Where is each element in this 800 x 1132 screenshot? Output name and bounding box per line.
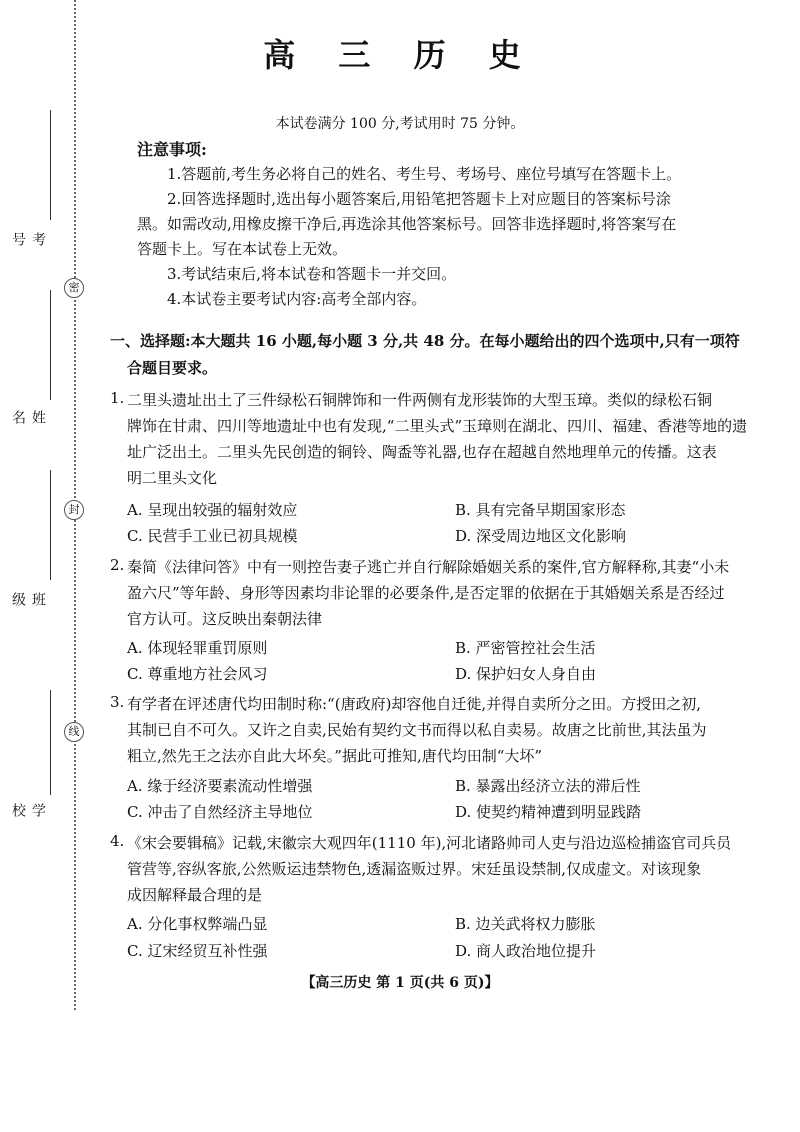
option-b[interactable]: B. 边关武将权力膨胀 [455, 915, 596, 933]
exam-info: 本试卷满分 100 分,考试用时 75 分钟。 [275, 116, 525, 132]
field-label: 学校 [10, 803, 46, 817]
seal-char-feng: 封 [64, 500, 84, 520]
question-text: 盈六尺”等年龄、身形等因素均非论罪的必要条件,是否定罪的依据在于其婚姻关系是否经过 [127, 584, 725, 602]
notice-line: 3.考试结束后,将本试卷和答题卡一并交回。 [167, 265, 457, 283]
page-footer: 【高三历史 第 1 页(共 6 页)】 [301, 975, 499, 991]
option-d[interactable]: D. 使契约精神遭到明显践踏 [455, 803, 642, 821]
notice-line: 2.回答选择题时,选出每小题答案后,用铅笔把答题卡上对应题目的答案标号涂 [167, 190, 671, 208]
option-c[interactable]: C. 尊重地方社会风习 [127, 665, 268, 683]
question-text: 明二里头文化 [127, 469, 218, 487]
question-text: 《宋会要辑稿》记载,宋徽宗大观四年(1110 年),河北诸路帅司人吏与沿边巡检捕盗官司兵员 [127, 834, 732, 852]
question-text: 管营等,容纵客旅,公然贩运违禁物色,透漏盗贩过界。宋廷虽设禁制,仅成虚文。对该现象 [127, 860, 702, 878]
question-text: 牌饰在甘肃、四川等地遗址中也有发现,“二里头式”玉璋则在湖北、四川、福建、香港等地的遗 [127, 417, 748, 435]
option-d[interactable]: D. 商人政治地位提升 [455, 942, 597, 960]
section-heading-cont: 合题目要求。 [127, 359, 218, 377]
question-text: 二里头遗址出土了三件绿松石铜牌饰和一件两侧有龙形装饰的大型玉璋。类似的绿松石铜 [127, 391, 713, 409]
field-label: 班级 [10, 592, 46, 606]
field-underline [50, 690, 51, 795]
field-label: 考号 [10, 232, 46, 246]
option-b[interactable]: B. 具有完备早期国家形态 [455, 501, 626, 519]
question-text: 官方认可。这反映出秦朝法律 [127, 610, 323, 628]
option-b[interactable]: B. 暴露出经济立法的滞后性 [455, 777, 641, 795]
page-title: 高 三 历 史 [263, 36, 537, 74]
option-a[interactable]: A. 体现轻罪重罚原则 [127, 639, 268, 657]
question-text: 粗立,然先王之法亦自此大坏矣。”据此可推知,唐代均田制“大坏” [127, 747, 543, 765]
notice-title: 注意事项: [137, 140, 207, 159]
field-underline [50, 290, 51, 400]
option-d[interactable]: D. 深受周边地区文化影响 [455, 527, 627, 545]
option-c[interactable]: C. 民营手工业已初具规模 [127, 527, 298, 545]
question-text: 秦简《法律问答》中有一则控告妻子逃亡并自行解除婚姻关系的案件,官方解释称,其妻“小未 [127, 558, 730, 576]
section-heading: 一、选择题:本大题共 16 小题,每小题 3 分,共 48 分。在每小题给出的四个选项中,只有一项符 [110, 332, 740, 350]
seal-char-xian: 线 [64, 722, 84, 742]
field-underline [50, 470, 51, 580]
option-c[interactable]: C. 冲击了自然经济主导地位 [127, 803, 313, 821]
question-number: 2. [110, 556, 125, 574]
field-label: 姓名 [10, 410, 46, 424]
question-text: 其制已自不可久。又许之自卖,民始有契约文书而得以私自卖易。故唐之比前世,其法虽为 [127, 721, 707, 739]
option-b[interactable]: B. 严密管控社会生活 [455, 639, 596, 657]
question-text: 成因解释最合理的是 [127, 886, 263, 904]
option-a[interactable]: A. 缘于经济要素流动性增强 [127, 777, 313, 795]
notice-line: 4.本试卷主要考试内容:高考全部内容。 [167, 290, 427, 308]
question-number: 1. [110, 389, 125, 407]
option-c[interactable]: C. 辽宋经贸互补性强 [127, 942, 268, 960]
option-a[interactable]: A. 呈现出较强的辐射效应 [127, 501, 298, 519]
question-text: 址广泛出土。二里头先民创造的铜铃、陶盉等礼器,也存在超越自然地理单元的传播。这表 [127, 443, 717, 461]
notice-line: 黑。如需改动,用橡皮擦干净后,再选涂其他答案标号。回答非选择题时,将答案写在 [137, 215, 677, 233]
question-text: 有学者在评述唐代均田制时称:“(唐政府)却容他自迁徙,并得自卖所分之田。方授田之初, [127, 695, 701, 713]
question-number: 3. [110, 693, 125, 711]
option-a[interactable]: A. 分化事权弊端凸显 [127, 915, 268, 933]
notice-line: 1.答题前,考生务必将自己的姓名、考生号、考场号、座位号填写在答题卡上。 [167, 165, 682, 183]
question-number: 4. [110, 832, 125, 850]
notice-line: 答题卡上。写在本试卷上无效。 [137, 240, 348, 258]
option-d[interactable]: D. 保护妇女人身自由 [455, 665, 597, 683]
seal-char-mi: 密 [64, 278, 84, 298]
